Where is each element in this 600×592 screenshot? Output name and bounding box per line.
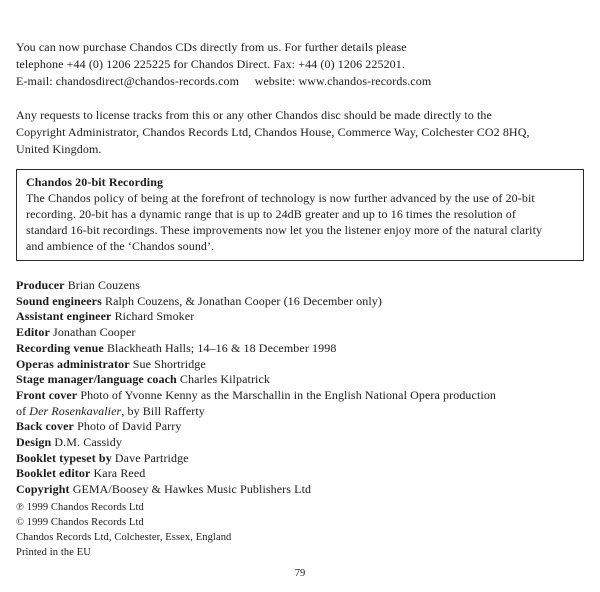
box-title: Chandos 20-bit Recording <box>26 175 164 189</box>
credit-label: Recording venue <box>16 340 104 355</box>
purchase-info-paragraph <box>16 0 585 90</box>
box-line-4: and ambience of the ‘Chandos sound’. <box>26 239 215 253</box>
credit-value: Richard Smoker <box>114 309 195 324</box>
credit-editor <box>16 325 585 341</box>
credit-booklet-editor <box>16 466 585 482</box>
credit-label: Front cover <box>16 387 78 402</box>
credit-operas-administrator <box>16 357 585 373</box>
credit-booklet-typeset <box>16 451 585 467</box>
license-line-3: United Kingdom. <box>16 142 102 156</box>
credit-copyright <box>16 482 585 498</box>
purchase-line-3: E-mail: chandosdirect@chandos-records.com website: www.chandos-records.com <box>16 74 432 88</box>
box-line-2: recording. 20-bit has a dynamic range that is up to 24dB greater and up to 16 times the resolution of <box>26 207 516 221</box>
credit-value-italic: Der Rosenkavalier <box>29 403 122 418</box>
phonogram-copyright-line: ℗ 1999 Chandos Records Ltd <box>16 501 144 513</box>
credit-value: , by Bill Rafferty <box>121 403 205 418</box>
credit-value: D.M. Cassidy <box>54 435 122 450</box>
license-line-1: Any requests to license tracks from this or any other Chandos disc should be made directly to the <box>16 108 492 122</box>
credit-label: Stage manager/language coach <box>16 372 177 387</box>
box-line-1: The Chandos policy of being at the forefront of technology is now further advanced by the use of 20-bit <box>26 191 535 205</box>
purchase-line-1: You can now purchase Chandos CDs directly from us. For further details please <box>16 40 407 54</box>
imprint-block <box>16 500 585 560</box>
credit-label: Operas administrator <box>16 356 130 371</box>
credit-value: Photo of Yvonne Kenny as the Marschallin in the English National Opera production <box>80 387 497 402</box>
copyright-line: © 1999 Chandos Records Ltd <box>16 516 144 528</box>
credit-value: Dave Partridge <box>114 450 189 465</box>
printed-in-line: Printed in the EU <box>16 546 91 558</box>
license-line-2: Copyright Administrator, Chandos Records Ltd, Chandos House, Commerce Way, Colchester CO2 8HQ, <box>16 125 530 139</box>
page-footer <box>0 568 600 579</box>
credit-label: Booklet editor <box>16 466 91 481</box>
credit-back-cover <box>16 419 585 435</box>
credit-value: GEMA/Boosey & Hawkes Music Publishers Ltd <box>72 482 312 497</box>
credit-label: Back cover <box>16 419 74 434</box>
credit-recording-venue <box>16 341 585 357</box>
credit-front-cover-continuation <box>16 404 585 420</box>
page-number: 79 <box>294 568 306 579</box>
credit-label: Sound engineers <box>16 293 102 308</box>
credit-value: Brian Couzens <box>67 278 140 292</box>
credit-label: Assistant engineer <box>16 309 112 324</box>
credit-value: Ralph Couzens, & Jonathan Cooper (16 December only) <box>104 293 383 308</box>
license-info-paragraph <box>16 107 585 158</box>
credit-value: of <box>16 403 30 418</box>
box-line-3: standard 16-bit recordings. These improvements now let you the listener enjoy more of the natural clarity <box>26 223 543 237</box>
credit-front-cover <box>16 388 585 404</box>
credit-producer <box>16 278 585 294</box>
credit-value: Jonathan Cooper <box>53 325 136 340</box>
purchase-line-2: telephone +44 (0) 1206 225225 for Chandos Direct. Fax: +44 (0) 1206 225201. <box>16 57 405 71</box>
credit-value: Blackheath Halls; 14–16 & 18 December 1998 <box>106 340 337 355</box>
credit-label: Copyright <box>16 482 70 497</box>
credit-label: Booklet typeset by <box>16 450 112 465</box>
credit-value: Sue Shortridge <box>132 356 206 371</box>
credit-assistant-engineer <box>16 309 585 325</box>
credit-stage-manager <box>16 372 585 388</box>
credits-list <box>16 278 585 498</box>
credit-design <box>16 435 585 451</box>
credit-value: Photo of David Parry <box>77 419 182 434</box>
credit-value: Kara Reed <box>93 466 146 481</box>
credit-label: Producer <box>16 278 65 292</box>
recording-info-box <box>16 169 584 261</box>
credit-value: Charles Kilpatrick <box>179 372 271 387</box>
publisher-address-line: Chandos Records Ltd, Colchester, Essex, England <box>16 531 232 543</box>
credit-label: Design <box>16 435 52 450</box>
credit-label: Editor <box>16 325 50 340</box>
credit-sound-engineers <box>16 294 585 310</box>
